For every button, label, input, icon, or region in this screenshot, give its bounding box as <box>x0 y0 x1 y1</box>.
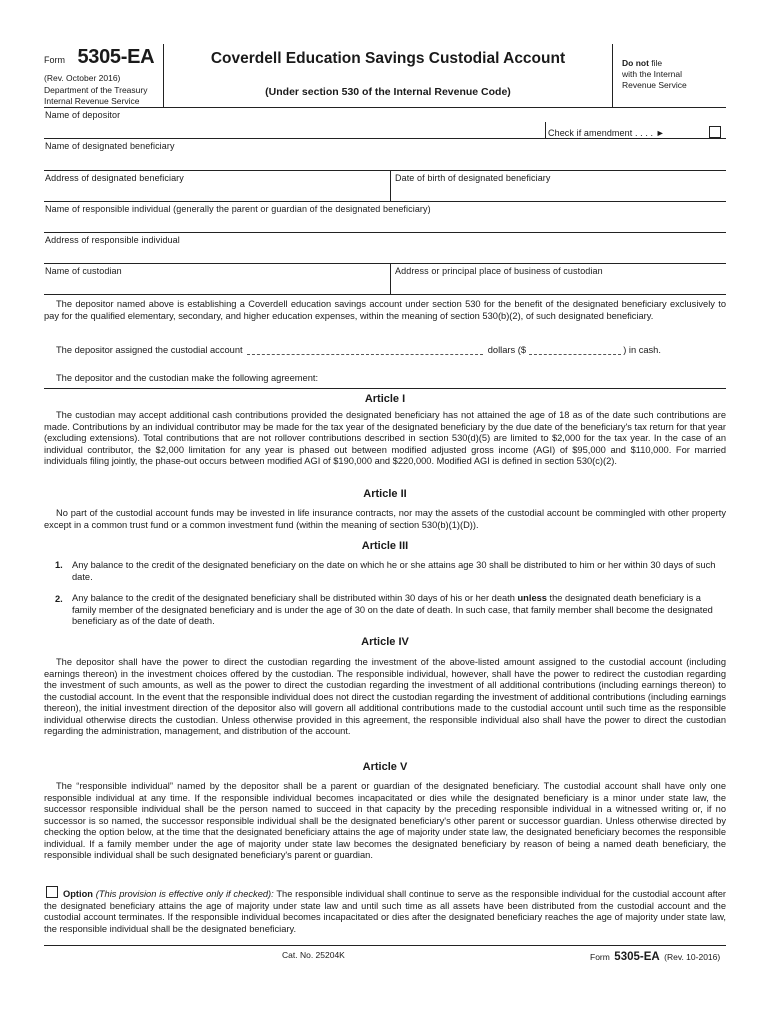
article-4-text: The depositor shall have the power to direct the custodian regarding the investment of the above-listed amount assigned to the custodial account (including earnings thereon) in the investment choices offered by the custodian. The responsible individual, however, shall have the power to redirect the custodian regarding the investment of such amounts, as well as the power to direct the custodian regarding the investment of all additional contributions (including earnings thereon) to the custodial account. In the event that the responsible individual does not direct the custodian regarding the investment of additional contributions (including earnings thereon), the initial investment direction of the depositor also will govern all additional contributions made to the custodial account until such time as the responsible individual otherwise directs the custodian. Unless otherwise provided in this agreement, the responsible individual also shall have the power to direct the custodian regarding the administration, management, and distribution of the account. <box>44 657 726 736</box>
footer-form-word: Form <box>590 952 610 962</box>
article-3-item-2-pre: Any balance to the credit of the designated beneficiary shall be distributed within 30 days of his or her death <box>72 593 518 603</box>
responsible-name-label: Name of responsible individual (generally the parent or guardian of the designated beneficiary) <box>45 204 431 214</box>
amount-figures-field[interactable] <box>529 344 621 355</box>
amendment-checkbox[interactable] <box>709 126 721 138</box>
beneficiary-name-label: Name of designated beneficiary <box>45 141 175 151</box>
article-4-heading: Article IV <box>361 636 409 648</box>
form-title: Coverdell Education Savings Custodial Account <box>210 50 566 67</box>
footer-form-number: 5305-EA <box>614 951 660 963</box>
article-3-heading: Article III <box>361 540 409 552</box>
article-3-item-2 <box>72 593 716 628</box>
do-not-file-notice <box>622 58 687 91</box>
article-3-item-1: Any balance to the credit of the designated beneficiary on the date on which he or she attains age 30 shall be distributed to him or her within 30 days of such date. <box>72 560 716 582</box>
article-3-item-2-number: 2. <box>55 594 63 604</box>
form-id-block <box>44 46 154 69</box>
assigned-amount-line <box>56 344 661 355</box>
notice-rest: file <box>648 58 663 68</box>
agreement-intro: The depositor and the custodian make the following agreement: <box>56 373 319 383</box>
cash-label: ) in cash. <box>623 345 661 355</box>
depositor-name-label: Name of depositor <box>45 110 121 120</box>
custodian-address-label: Address or principal place of business of custodian <box>395 266 603 276</box>
intro-paragraph: The depositor named above is establishing a Coverdell education savings account under section 530 for the benefit of the designated beneficiary exclusively to pay for the qualified elementary, secondary, and higher education expenses, within the meaning of section 530(b)(2), of such designated beneficiary. <box>44 299 726 321</box>
form-subtitle: (Under section 530 of the Internal Revenue Code) <box>265 86 511 98</box>
article-5-heading: Article V <box>362 761 408 773</box>
form-number: 5305-EA <box>77 46 155 68</box>
dollars-label: dollars ($ <box>487 345 527 355</box>
option-checkbox[interactable] <box>46 886 58 898</box>
option-condition: (This provision is effective only if checked): <box>92 889 274 899</box>
agency: Internal Revenue Service <box>44 96 140 106</box>
custodian-name-label: Name of custodian <box>45 266 122 276</box>
amount-words-field[interactable] <box>247 344 483 355</box>
article-3-item-2-post: the designated death beneficiary is a family member of the designated beneficiary and is under the age of 30 on the date of death. In such case, that family member shall become the designated beneficiary as of the date of death. <box>72 593 713 626</box>
article-2-text: No part of the custodial account funds may be invested in life insurance contracts, nor may the assets of the custodial account be commingled with other property except in a common trust fund or a common investment fund (within the meaning of section 530(b)(1)(D)). <box>44 508 726 530</box>
catalog-number: Cat. No. 25204K <box>282 950 345 960</box>
article-3-item-1-number: 1. <box>55 560 63 570</box>
beneficiary-dob-label: Date of birth of designated beneficiary <box>395 173 551 183</box>
footer-rev: (Rev. 10-2016) <box>664 952 721 962</box>
article-5-text: The “responsible individual” named by the depositor shall be a parent or guardian of the designated beneficiary. The custodial account shall have only one responsible individual at any time. If the responsible individual becomes incapacitated or dies while the designated beneficiary is a minor under state law, the successor responsible individual shall be the person named to succeed in that capacity by the preceding responsible individual in a witnessed writing or, if no successor is so named, the successor responsible individual shall be the designated beneficiary's other parent or successor guardian. Unless otherwise directed by checking the option below, at the time that the designated beneficiary attains the age of majority under state law, the designated beneficiary becomes the responsible individual. If a family member under the age of majority under state law becomes the designated beneficiary by reason of being a named death beneficiary, the responsible individual shall be such designated beneficiary's parent or guardian. <box>44 781 726 860</box>
department: Department of the Treasury <box>44 85 148 95</box>
option-label: Option <box>63 889 93 899</box>
option-text: The responsible individual shall continue to serve as the responsible individual for the custodial account after the designated beneficiary attains the age of majority under state law and until such time as all assets have been distributed from the custodial account and the custodial account terminates. If the responsible individual becomes incapacitated or dies after the designated beneficiary reaches the age of majority under state law, the responsible individual shall be the designated beneficiary. <box>44 889 726 934</box>
article-1-text: The custodian may accept additional cash contributions provided the designated beneficiary has not attained the age of 18 as of the date such contributions are made. Contributions by an individual contributor may be made for the tax year of the designated beneficiary by the due date of the beneficiary's tax return for that year (excluding extensions). Total contributions that are not rollover contributions described in section 530(d)(5) are limited to $2,000 for the tax year. In the case of an individual contributor, the $2,000 limitation for any year is phased out between modified adjusted gross income (AGI) of $95,000 and $110,000. For married individuals filing jointly, the phase-out occurs between modified AGI of $190,000 and $220,000. Modified AGI is defined in section 530(c)(2). <box>44 410 726 466</box>
article-2-heading: Article II <box>363 488 407 500</box>
form-word: Form <box>44 55 65 65</box>
form-rev: (Rev. October 2016) <box>44 73 121 83</box>
notice-line-3: Revenue Service <box>622 80 687 90</box>
amendment-label: Check if amendment . . . . ► <box>548 128 665 138</box>
beneficiary-address-label: Address of designated beneficiary <box>45 173 184 183</box>
responsible-address-label: Address of responsible individual <box>45 235 180 245</box>
article-1-heading: Article I <box>364 393 406 405</box>
option-paragraph <box>44 886 726 935</box>
assigned-amount-text: The depositor assigned the custodial account <box>56 345 243 355</box>
footer-form-id <box>590 947 720 965</box>
notice-bold: Do not <box>622 58 649 68</box>
article-3-item-2-bold: unless <box>517 593 547 603</box>
notice-line-2: with the Internal <box>622 69 683 79</box>
